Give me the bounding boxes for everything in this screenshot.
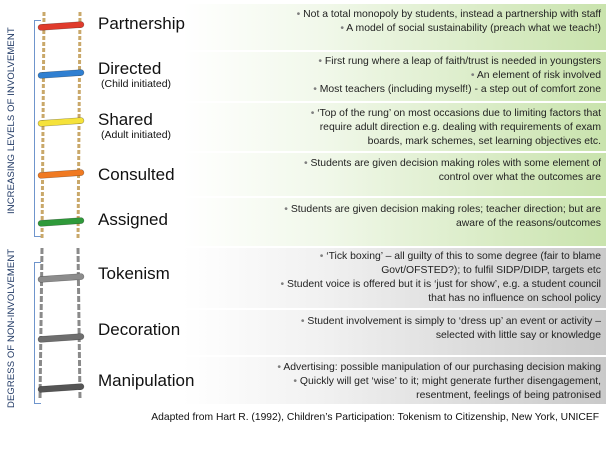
description-line [311,121,601,135]
bullet-icon: • [470,70,477,81]
ladder-illustration [30,8,92,408]
rung-subtitle: (Child initiated) [101,78,172,90]
rung-subtitle: (Adult initiated) [101,129,172,141]
description-text: Govt/OFSTED?); to fulfil SIDP/DIDP, targets etc [381,265,601,276]
involvement-side-label: INCREASING LEVELS OF INVOLVEMENT [6,27,17,214]
bullet-icon: • [277,362,284,373]
description-line [277,389,601,403]
ladder-rung-directed [38,69,84,78]
description-line [280,292,601,306]
rung-description [297,8,601,36]
description-text: require adult direction e.g. dealing with requirements of exam [319,122,601,133]
non-involvement-side-label: DEGRESS OF NON-INVOLVEMENT [6,248,17,408]
description-line [304,171,601,185]
description-text: First rung where a leap of faith/trust is needed in youngsters [324,56,601,67]
ladder-rung-manipulation [38,383,84,392]
chain-rail-right [78,248,80,400]
description-line [284,217,601,231]
bullet-icon: • [310,108,318,119]
rung-description [284,203,601,231]
description-line [304,157,601,171]
description-text: Most teachers (including myself!) - a step out of comfort zone [319,84,601,95]
bullet-icon: • [319,251,327,262]
row-separator [90,50,606,51]
ladder-row-directed [90,52,606,102]
rung-description [304,157,601,185]
bullet-icon: • [280,279,287,290]
bullet-icon: • [284,204,291,215]
rung-description [301,315,601,343]
row-separator [90,355,606,356]
description-line [280,278,601,292]
row-separator [90,246,606,247]
chain-rail-left [40,248,42,400]
description-text: Quickly will get ‘wise’ to it; might generate further disengagement, [299,376,601,387]
bullet-icon: • [293,376,300,387]
ladder-row-tokenism [90,248,606,309]
ladder-rung-partnership [38,21,84,30]
description-line [301,315,601,329]
bullet-icon: • [300,316,308,327]
description-line [313,69,601,83]
rope-rail-right [78,12,80,240]
ladder-rung-shared [38,117,84,126]
ladder-row-partnership [90,4,606,51]
rung-title: Decoration [98,320,181,339]
description-line [280,264,601,278]
row-separator [90,196,606,197]
rung-description [311,107,601,149]
description-line [277,375,601,389]
bullet-icon: • [313,84,320,95]
description-text: Students are given decision making roles; teacher direction; but are [290,204,601,215]
description-text: Student involvement is simply to ‘dress up’ an event or activity – [307,316,601,327]
bullet-icon: • [318,56,325,67]
description-text: resentment, feelings of being patronised [416,390,601,401]
description-text: A model of social sustainability (preach what we teach!) [346,23,601,34]
description-line [280,250,601,264]
rung-description [277,361,601,403]
rung-title: Partnership [98,14,185,33]
description-line [301,329,601,343]
rung-title: Shared [98,110,153,129]
bullet-icon: • [340,23,347,34]
description-text: aware of the reasons/outcomes [456,218,601,229]
description-text: Advertising: possible manipulation of our purchasing decision making [283,362,601,373]
rung-title: Directed [98,59,162,78]
description-line [313,83,601,97]
rung-title: Manipulation [98,371,195,390]
row-separator [90,101,606,102]
ladder-rung-decoration [38,333,84,342]
source-caption: Adapted from Hart R. (1992), Children’s Participation: Tokenism to Citizenship, New York, UNICEF [151,412,599,423]
description-line [297,22,601,36]
description-line [311,135,601,149]
description-text: that has no influence on school policy [428,293,601,304]
bullet-icon: • [303,158,311,169]
ladder-row-decoration [90,310,606,356]
description-text: selected with little say or knowledge [435,330,601,341]
description-line [297,8,601,22]
description-line [313,55,601,69]
rung-title: Consulted [98,165,175,184]
row-separator [90,151,606,152]
description-text: control over what the outcomes are [438,172,601,183]
description-text: An element of risk involved [476,70,601,81]
ladder-row-consulted [90,153,606,197]
row-separator [90,404,606,405]
description-text: Students are given decision making roles with some element of [310,158,601,169]
description-text: Student voice is offered but it is ‘just for show’, e.g. a student council [286,279,601,290]
description-text: Not a total monopoly by students, instead a partnership with staff [303,9,601,20]
rung-description [313,55,601,97]
ladder-row-manipulation [90,357,606,405]
description-text: ‘Top of the rung’ on most occasions due to limiting factors that [317,108,601,119]
rung-title: Assigned [98,210,168,229]
description-line [284,203,601,217]
bullet-icon: • [296,9,304,20]
description-line [311,107,601,121]
description-line [277,361,601,375]
row-separator [90,308,606,309]
rung-title: Tokenism [98,264,170,283]
description-text: boards, mark schemes, set learning objectives etc. [367,136,601,147]
rung-description [280,250,601,306]
ladder-row-assigned [90,198,606,247]
ladder-row-shared [90,103,606,152]
description-text: ‘Tick boxing’ – all guilty of this to some degree (fair to blame [326,251,601,262]
